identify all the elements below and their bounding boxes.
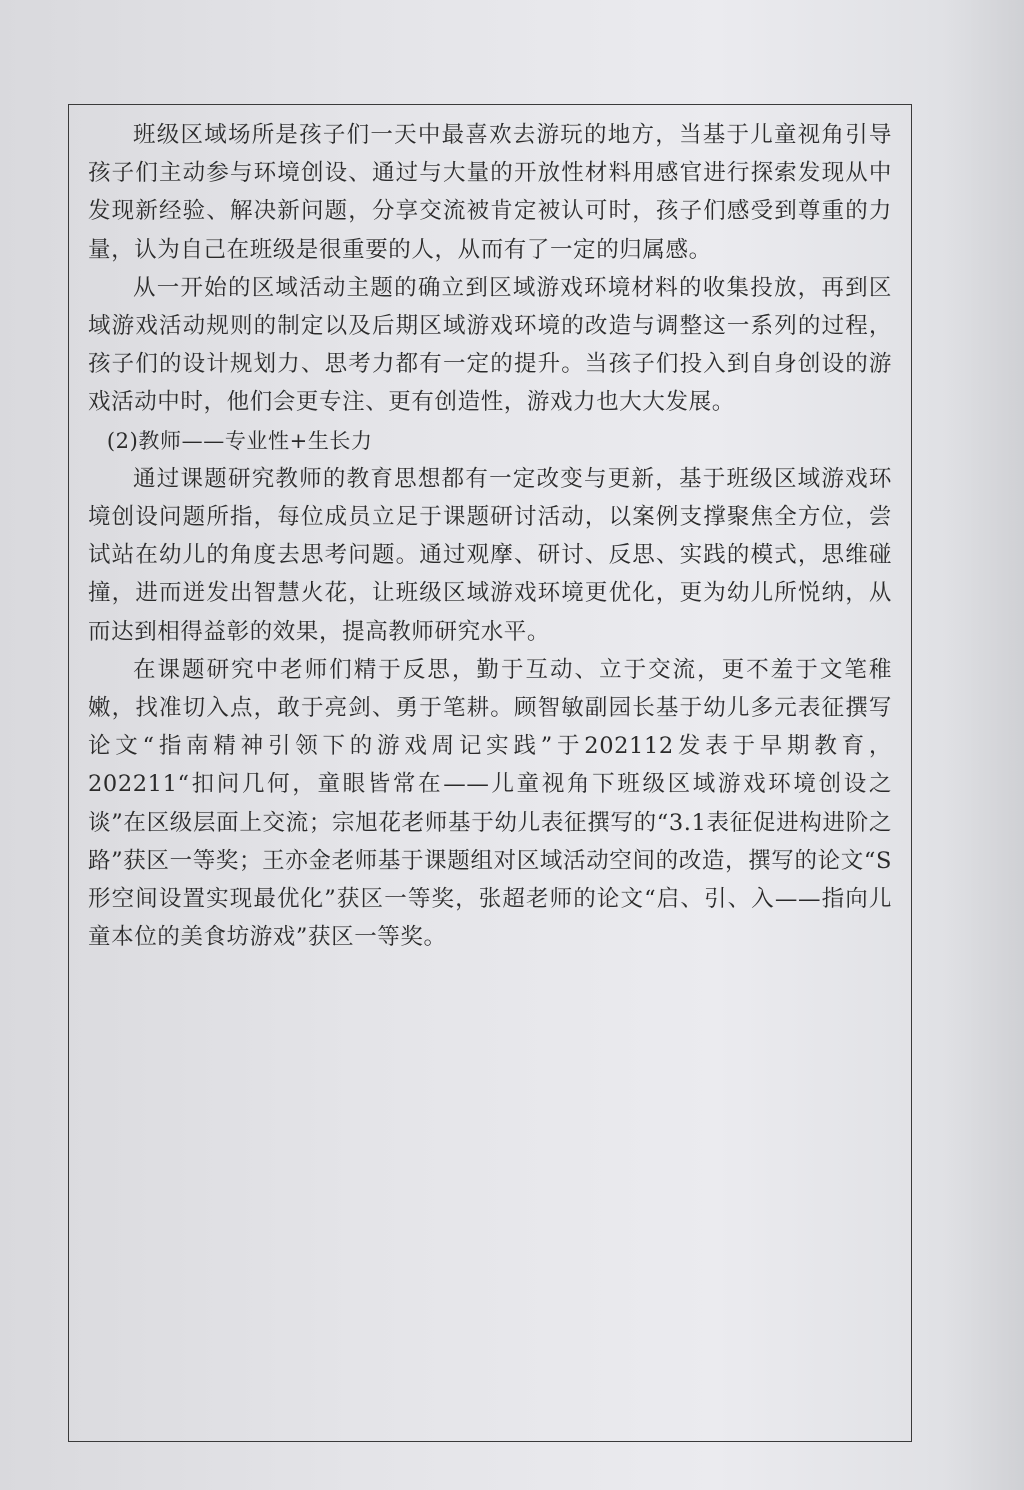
page-edge-shadow	[944, 0, 1024, 1490]
paragraph-teacher-achievements: 在课题研究中老师们精于反思，勤于互动、立于交流，更不羞于文笔稚嫩，找准切入点，敢于亮剑、勇于笔耕。顾智敏副园长基于幼儿多元表征撰写论文“指南精神引领下的游戏周记实践”于202112发表于早期教育，202211“扣问几何，童眼皆常在——儿童视角下班级区域游戏环境创设之谈”在区级层面上交流；宗旭花老师基于幼儿表征撰写的“3.1表征促进构进阶之路”获区一等奖；王亦金老师基于课题组对区域活动空间的改造，撰写的论文“S形空间设置实现最优化”获区一等奖，张超老师的论文“启、引、入——指向儿童本位的美食坊游戏”获区一等奖。	[88, 656, 892, 951]
document-body	[88, 116, 892, 956]
section-heading-teachers: (2)教师——专业性+生长力	[106, 428, 373, 453]
paragraph-children-belonging: 班级区域场所是孩子们一天中最喜欢去游玩的地方，当基于儿童视角引导孩子们主动参与环境创设、通过与大量的开放性材料用感官进行探索发现从中发现新经验、解决新问题，分享交流被肯定被认可时，孩子们感受到尊重的力量，认为自己在班级是很重要的人，从而有了一定的归属感。	[88, 122, 892, 263]
paragraph-teacher-research: 通过课题研究教师的教育思想都有一定改变与更新，基于班级区域游戏环境创设问题所指，每位成员立足于课题研讨活动，以案例支撑聚焦全方位，尝试站在幼儿的角度去思考问题。通过观摩、研讨、反思、实践的模式，思维碰撞，进而迸发出智慧火花，让班级区域游戏环境更优化，更为幼儿所悦纳，从而达到相得益彰的效果，提高教师研究水平。	[88, 465, 892, 645]
paragraph-children-abilities: 从一开始的区域活动主题的确立到区域游戏环境材料的收集投放，再到区域游戏活动规则的制定以及后期区域游戏环境的改造与调整这一系列的过程，孩子们的设计规划力、思考力都有一定的提升。当孩子们投入到自身创设的游戏活动中时，他们会更专注、更有创造性，游戏力也大大发展。	[88, 274, 892, 416]
